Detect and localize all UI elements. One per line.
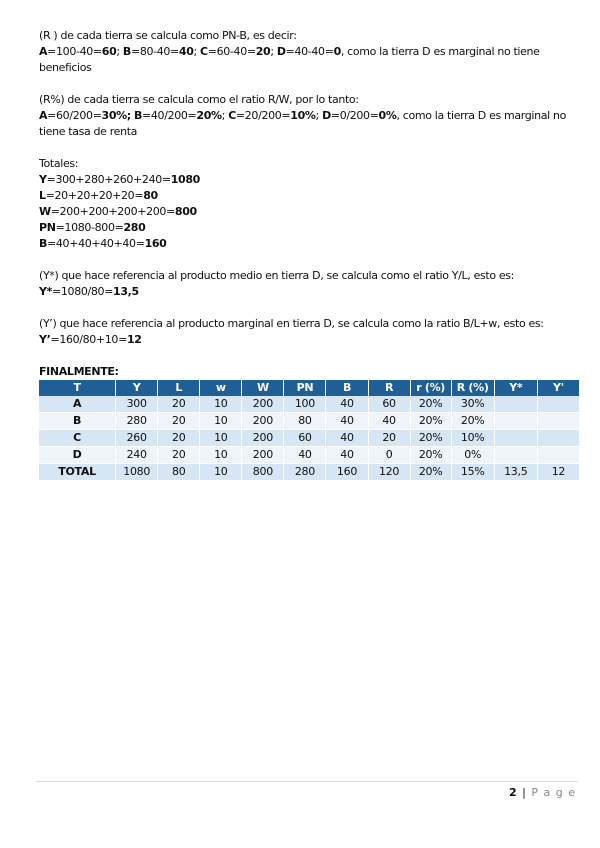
table-cell: 30% [451, 396, 494, 413]
table-cell: 20% [451, 413, 494, 430]
table-cell: 40 [326, 430, 368, 447]
table-row [39, 396, 580, 413]
header-cell: L [158, 380, 200, 396]
table-cell: 1080 [116, 464, 158, 481]
page-word: P a g e [531, 786, 576, 799]
header-cell: Y' [537, 380, 579, 396]
row-label: TOTAL [39, 464, 116, 481]
table-cell [494, 396, 537, 413]
table-cell: 260 [116, 430, 158, 447]
table-cell: 20% [410, 447, 451, 464]
totales-line-l: L=20+20+20+20=80 [39, 189, 158, 202]
paragraph-ystar-intro: (Y*) que hace referencia al producto medio en tierra D, se calcula como el ratio Y/L, esto es: [39, 269, 515, 282]
table-row-total [39, 464, 580, 481]
table-cell: 40 [326, 447, 368, 464]
table-cell: 20 [158, 396, 200, 413]
table-cell [537, 447, 579, 464]
header-cell: R [368, 380, 410, 396]
table-cell: 20 [158, 430, 200, 447]
table-cell: 120 [368, 464, 410, 481]
page-number: 2 [509, 786, 518, 799]
table-row [39, 430, 580, 447]
paragraph-yprime [39, 316, 567, 348]
table-cell: 240 [116, 447, 158, 464]
paragraph-ystar [39, 268, 567, 300]
table-cell: 280 [116, 413, 158, 430]
header-cell: w [200, 380, 242, 396]
header-cell: PN [284, 380, 326, 396]
table-cell: 800 [242, 464, 284, 481]
footer-separator: | [522, 786, 527, 799]
table-cell: 0 [368, 447, 410, 464]
table-cell: 80 [158, 464, 200, 481]
table-cell: 12 [537, 464, 579, 481]
paragraph-rpct-intro: (R%) de cada tierra se calcula como el ratio R/W, por lo tanto: [39, 93, 359, 106]
table-cell [537, 413, 579, 430]
table-cell: 40 [368, 413, 410, 430]
totales-title: Totales: [39, 157, 79, 170]
table-cell: 100 [284, 396, 326, 413]
row-label: D [39, 447, 116, 464]
table-cell: 40 [326, 396, 368, 413]
table-cell: 0% [451, 447, 494, 464]
paragraph-r-values: A=100-40=60; B=80-40=40; C=60-40=20; D=40-40=0, como la tierra D es marginal no tiene beneficios [39, 45, 540, 74]
table-cell: 280 [284, 464, 326, 481]
table-cell: 200 [242, 413, 284, 430]
totales-line-w: W=200+200+200+200=800 [39, 205, 197, 218]
table-cell: 200 [242, 396, 284, 413]
table-cell: 40 [284, 447, 326, 464]
table-row [39, 413, 580, 430]
table-cell: 20% [410, 413, 451, 430]
table-cell: 40 [326, 413, 368, 430]
table-cell: 10% [451, 430, 494, 447]
table-cell: 20 [158, 447, 200, 464]
header-cell: Y [116, 380, 158, 396]
table-cell: 200 [242, 447, 284, 464]
totales-line-pn: PN=1080-800=280 [39, 221, 146, 234]
table-header-row [39, 380, 580, 396]
paragraph-yprime-value: Y’=160/80+10=12 [39, 333, 142, 346]
table-cell [537, 396, 579, 413]
results-table [39, 380, 580, 481]
table-cell: 10 [200, 430, 242, 447]
paragraph-yprime-intro: (Y’) que hace referencia al producto marginal en tierra D, se calcula como la ratio B/L+w, esto es: [39, 317, 544, 330]
table-cell: 20% [410, 396, 451, 413]
table-cell: 13,5 [494, 464, 537, 481]
table-cell: 160 [326, 464, 368, 481]
table-cell: 60 [368, 396, 410, 413]
paragraph-rpct-values: A=60/200=30%; B=40/200=20%; C=20/200=10%; D=0/200=0%, como la tierra D es marginal no tiene tasa de renta [39, 109, 566, 138]
header-cell: B [326, 380, 368, 396]
document-body [39, 28, 567, 481]
paragraph-r-intro: (R ) de cada tierra se calcula como PN-B, es decir: [39, 29, 297, 42]
table-cell: 10 [200, 413, 242, 430]
page-footer [509, 786, 576, 799]
table-cell [494, 430, 537, 447]
table-cell: 10 [200, 447, 242, 464]
table-cell: 20% [410, 430, 451, 447]
table-cell: 15% [451, 464, 494, 481]
table-cell: 20 [158, 413, 200, 430]
header-cell: R (%) [451, 380, 494, 396]
totales-section [39, 156, 567, 252]
table-cell: 80 [284, 413, 326, 430]
totales-line-b: B=40+40+40+40=160 [39, 237, 167, 250]
row-label: C [39, 430, 116, 447]
table-cell: 20% [410, 464, 451, 481]
table-cell: 300 [116, 396, 158, 413]
table-cell: 200 [242, 430, 284, 447]
footer-divider [36, 781, 578, 782]
header-cell: Y* [494, 380, 537, 396]
header-cell: W [242, 380, 284, 396]
paragraph-ystar-value: Y*=1080/80=13,5 [39, 285, 139, 298]
table-cell [494, 447, 537, 464]
paragraph-r [39, 28, 567, 76]
row-label: B [39, 413, 116, 430]
totales-line-y: Y=300+280+260+240=1080 [39, 173, 200, 186]
table-cell: 20 [368, 430, 410, 447]
table-cell: 10 [200, 464, 242, 481]
final-heading: FINALMENTE: [39, 365, 119, 378]
table-cell [537, 430, 579, 447]
header-cell: T [39, 380, 116, 396]
row-label: A [39, 396, 116, 413]
table-row [39, 447, 580, 464]
table-cell [494, 413, 537, 430]
table-cell: 60 [284, 430, 326, 447]
paragraph-rpct [39, 92, 567, 140]
table-cell: 10 [200, 396, 242, 413]
header-cell: r (%) [410, 380, 451, 396]
